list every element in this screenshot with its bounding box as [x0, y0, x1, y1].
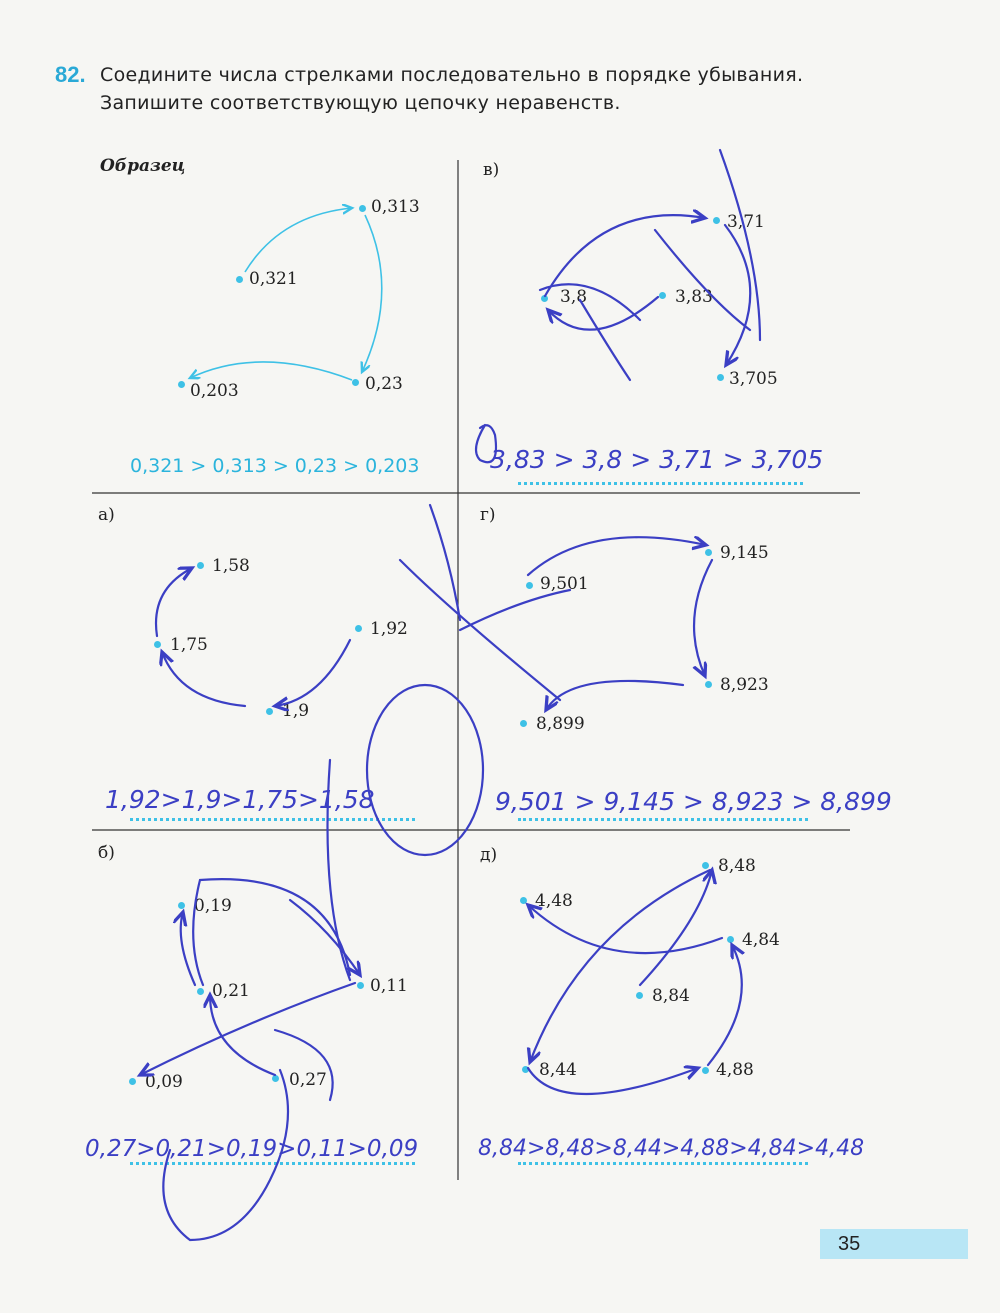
part-g-number: 8,923 [720, 675, 769, 695]
part-v-number: 3,8 [560, 287, 588, 307]
part-b-number: 0,27 [289, 1070, 327, 1090]
part-v-answer: 3,83 > 3,8 > 3,71 > 3,705 [490, 445, 824, 474]
page-number: 35 [838, 1233, 861, 1255]
part-b-number: 0,11 [370, 976, 408, 996]
part-a-number: 1,75 [170, 635, 208, 655]
task-number: 82. [55, 62, 86, 87]
part-g-number: 9,145 [720, 543, 769, 563]
part-b-number: 0,19 [194, 896, 232, 916]
task-instruction-line-2: Запишите соответствующую цепочку неравенств. [100, 92, 621, 114]
sample-chain: 0,321 > 0,313 > 0,23 > 0,203 [130, 455, 420, 477]
sample-number: 0,23 [365, 374, 403, 394]
part-v-number: 3,705 [729, 369, 778, 389]
part-d-number: 8,44 [539, 1060, 577, 1080]
sample-number: 0,321 [249, 269, 298, 289]
sample-label: Образец [100, 156, 186, 176]
part-a-answer: 1,92>1,9>1,75>1,58 [105, 785, 375, 814]
part-d-answer: 8,84>8,48>8,44>4,88>4,84>4,48 [478, 1136, 865, 1161]
part-a-number: 1,9 [282, 701, 310, 721]
part-d-number: 4,84 [742, 930, 780, 950]
part-g-number: 9,501 [540, 574, 589, 594]
part-a-number: 1,92 [370, 619, 408, 639]
part-b-number: 0,09 [145, 1072, 183, 1092]
sample-number: 0,313 [371, 197, 420, 217]
sample-number: 0,203 [190, 381, 239, 401]
part-d-number: 4,88 [716, 1060, 754, 1080]
part-d-number: 8,48 [718, 856, 756, 876]
part-a-label: а) [98, 505, 115, 525]
part-v-number: 3,83 [675, 287, 713, 307]
task-instruction-line-1: Соедините числа стрелками последовательно в порядке убывания. [100, 64, 804, 86]
part-g-label: г) [480, 505, 496, 525]
part-g-answer: 9,501 > 9,145 > 8,923 > 8,899 [495, 787, 892, 816]
part-b-answer: 0,27>0,21>0,19>0,11>0,09 [85, 1136, 419, 1162]
part-d-label: д) [480, 845, 498, 865]
part-g-number: 8,899 [536, 714, 585, 734]
part-d-number: 8,84 [652, 986, 690, 1006]
part-v-number: 3,71 [727, 212, 765, 232]
part-b-label: б) [98, 843, 115, 863]
part-b-number: 0,21 [212, 981, 250, 1001]
part-a-number: 1,58 [212, 556, 250, 576]
part-d-number: 4,48 [535, 891, 573, 911]
part-v-label: в) [483, 160, 500, 180]
